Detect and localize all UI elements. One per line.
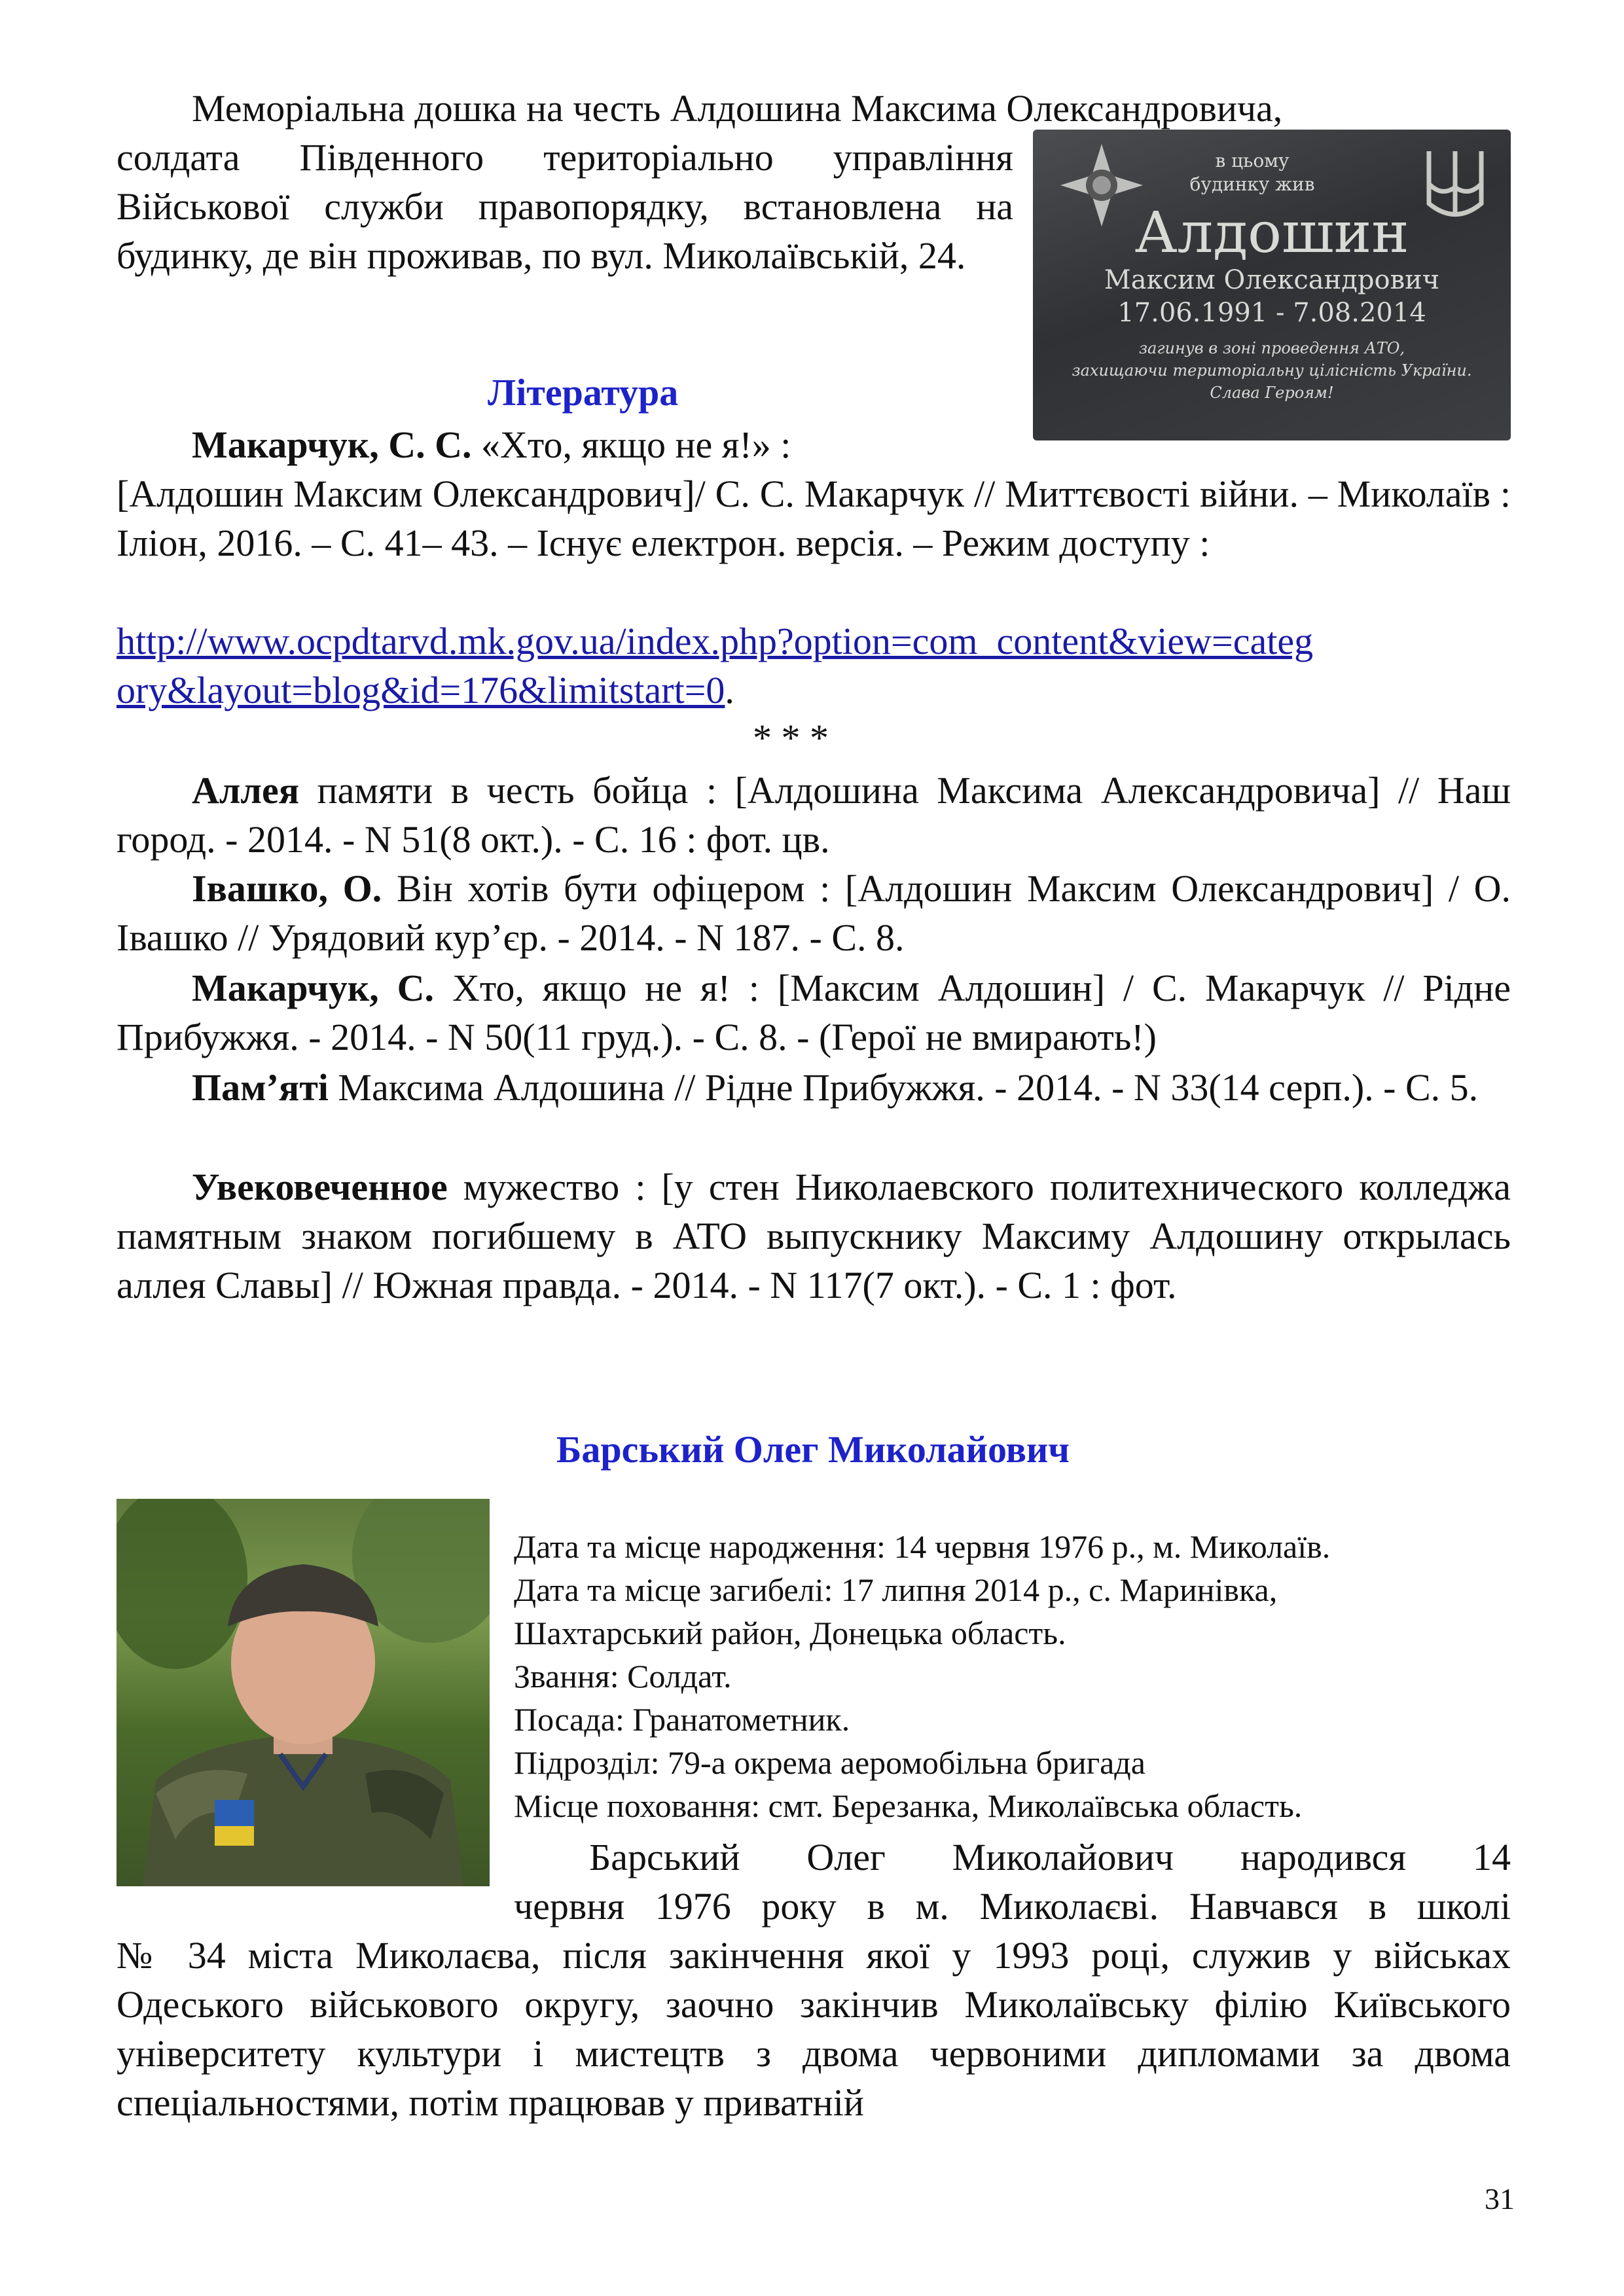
plaque-full-name: Максим Олександрович bbox=[1104, 265, 1440, 295]
entry-bold: Аллея bbox=[192, 769, 300, 812]
entry-text: Хто, якщо не я! : [Максим Алдошин] / С. Макарчук // Рідне Прибужжя. - 2014. - N 50(11 груд.). - С. 8. - (Герої не вмирають!) bbox=[117, 967, 1511, 1058]
entry-text: Максима Алдошина // Рідне Прибужжя. - 2014. - N 33(14 серп.). - С. 5. bbox=[328, 1066, 1479, 1109]
entry-bold: Івашко, О. bbox=[192, 867, 382, 910]
list-item bbox=[117, 766, 1511, 864]
lit-entry-1-first-line bbox=[117, 420, 1013, 469]
lit-entry-1-title: «Хто, якщо не я!» : bbox=[471, 423, 791, 466]
list-item bbox=[117, 1162, 1511, 1310]
entry-text: памяти в честь бойца : [Алдошина Максима Александровича] // Наш город. - 2014. - N 51(8 окт.). - С. 16 : фот. цв. bbox=[117, 769, 1511, 861]
lit-entry-1-url bbox=[117, 617, 1517, 715]
list-item bbox=[117, 1063, 1511, 1112]
url-line-1: http://www.ocpdtarvd.mk.gov.ua/index.php?option=com_content&view=categ bbox=[117, 620, 1314, 662]
plaque-epitaph-2: захищаючи територіальну цілісність України. bbox=[1072, 361, 1472, 380]
plaque-surname: Алдошин bbox=[1134, 200, 1409, 266]
plaque-small-text: в цьому будинку жив bbox=[1189, 150, 1315, 195]
page-number: 31 bbox=[1485, 2182, 1515, 2215]
url-end-period: . bbox=[725, 669, 734, 711]
lit-entry-1-author: Макарчук, С. С. bbox=[192, 423, 472, 466]
lit-entry-1-text: [Алдошин Максим Олександрович]/ С. С. Макарчук // Миттєвості війни. – Миколаїв : Іліон, 2016. – С. 41– 43. – Існує електрон. версія. – Режим доступу : bbox=[117, 473, 1511, 564]
bio-line-2: червня 1976 року в м. Миколаєві. Навчався в школі bbox=[514, 1885, 1511, 1928]
entry-bold: Пам’яті bbox=[192, 1066, 329, 1109]
list-item bbox=[117, 864, 1511, 962]
info-line-birth: Дата та місце народження: 14 червня 1976 р., м. Миколаїв. bbox=[514, 1528, 1331, 1565]
person-heading: Барський Олег Миколайович bbox=[556, 1428, 1070, 1471]
info-line-position: Посада: Гранатометник. bbox=[514, 1701, 850, 1738]
literature-heading: Література bbox=[488, 371, 679, 414]
soldier-photo bbox=[117, 1499, 490, 1886]
url-line-2: ory&layout=blog&id=176&limitstart=0 bbox=[117, 669, 725, 711]
info-line-death: Дата та місце загибелі: 17 липня 2014 р., с. Маринівка, bbox=[514, 1571, 1278, 1608]
plaque-epitaph-1: загинув в зоні проведення АТО, bbox=[1138, 339, 1405, 357]
entry-text: Він хотів бути офіцером : [Алдошин Максим Олександрович] / О. Івашко // Урядовий кур’єр. - 2014. - N 187. - С. 8. bbox=[117, 867, 1511, 959]
list-item bbox=[117, 963, 1511, 1062]
info-line-rank: Звання: Солдат. bbox=[514, 1658, 732, 1695]
entry-text: мужество : [у стен Николаевского политехнического колледжа памятным знаком погибшему в АТО выпускнику Максиму Алдошину открылась аллея Славы] // Южная правда. - 2014. - N 117(7 окт.). - С. 1 : фот. bbox=[117, 1166, 1511, 1306]
entry-bold: Увековеченное bbox=[192, 1166, 448, 1208]
separator: * * * bbox=[753, 717, 829, 759]
memorial-first-line: Меморіальна дошка на честь Алдошина Максима Олександровича, bbox=[192, 87, 1283, 130]
info-line-death-region: Шахтарський район, Донецька область. bbox=[514, 1615, 1066, 1651]
entry-bold: Макарчук, С. bbox=[192, 967, 435, 1009]
bio-line-1: Барський Олег Миколайович народився 14 bbox=[589, 1836, 1511, 1878]
plaque-dates: 17.06.1991 - 7.08.2014 bbox=[1117, 298, 1426, 328]
memorial-text: солдата Південного територіально управління Військової служби правопорядку, встановлена на будинку, де він проживав, по вул. Миколаївській, 24. bbox=[117, 136, 1013, 277]
info-line-unit: Підрозділ: 79-а окрема аеромобільна бригада bbox=[514, 1744, 1146, 1781]
url-link[interactable] bbox=[117, 620, 1313, 711]
memorial-plaque-photo bbox=[1033, 130, 1511, 440]
info-line-burial: Місце поховання: смт. Березанка, Миколаївська область. bbox=[514, 1787, 1303, 1824]
bio-text: № 34 міста Миколаєва, після закінчення якої у 1993 році, служив у військах Одеського військового округу, заочно закінчив Миколаївську філію Київського університету культури і мистецтв з двома червоними дипломами за двома спеціальностями, потім працював у приватній bbox=[117, 1934, 1511, 2124]
soldier-portrait-icon bbox=[117, 1499, 490, 1886]
plaque-epitaph-3: Слава Героям! bbox=[1210, 384, 1334, 402]
